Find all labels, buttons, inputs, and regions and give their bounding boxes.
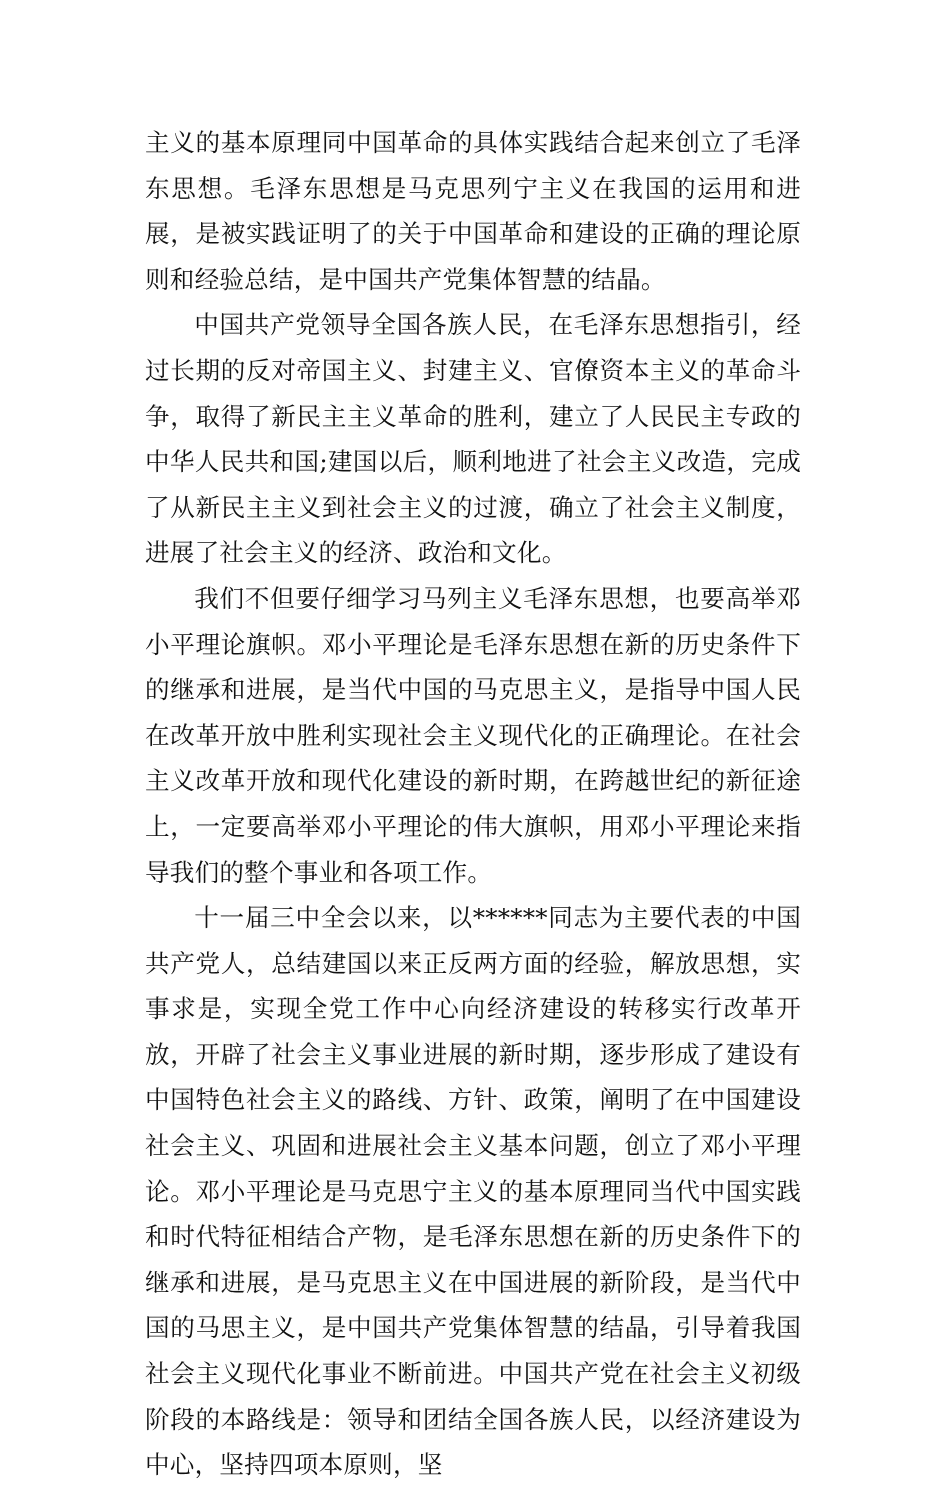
document-page (145, 120, 801, 1488)
paragraph-4: 十一届三中全会以来，以******同志为主要代表的中国共产党人，总结建国以来正反两方面的经验，解放思想，实事求是，实现全党工作中心向经济建设的转移实行改革开放，开辟了社会主义事业进展的新时期，逐步形成了建设有中国特色社会主义的路线、方针、政策，阐明了在中国建设社会主义、巩固和进展社会主义基本问题，创立了邓小平理论。邓小平理论是马克思宁主义的基本原理同当代中国实践和时代特征相结合产物，是毛泽东思想在新的历史条件下的继承和进展，是马克思主义在中国进展的新阶段，是当代中国的马思主义，是中国共产党集体智慧的结晶，引导着我国社会主义现代化事业不断前进。中国共产党在社会主义初级阶段的本路线是：领导和团结全国各族人民，以经济建设为中心，坚持四项本原则，坚 (145, 903, 801, 1480)
paragraph-3: 我们不但要仔细学习马列主义毛泽东思想，也要高举邓小平理论旗帜。邓小平理论是毛泽东思想在新的历史条件下的继承和进展，是当代中国的马克思主义，是指导中国人民在改革开放中胜利实现社会主义现代化的正确理论。在社会主义改革开放和现代化建设的新时期，在跨越世纪的新征途上，一定要高举邓小平理论的伟大旗帜，用邓小平理论来指导我们的整个事业和各项工作。 (145, 583, 801, 887)
paragraph-1: 主义的基本原理同中国革命的具体实践结合起来创立了毛泽东思想。毛泽东思想是马克思列宁主义在我国的运用和进展，是被实践证明了的关于中国革命和建设的正确的理论原则和经验总结，是中国共产党集体智慧的结晶。 (145, 128, 801, 294)
paragraph-2: 中国共产党领导全国各族人民，在毛泽东思想指引，经过长期的反对帝国主义、封建主义、官僚资本主义的革命斗争，取得了新民主主义革命的胜利，建立了人民民主专政的中华人民共和国;建国以后，顺利地进了社会主义改造，完成了从新民主主义到社会主义的过渡，确立了社会主义制度，进展了社会主义的经济、政治和文化。 (145, 310, 801, 568)
